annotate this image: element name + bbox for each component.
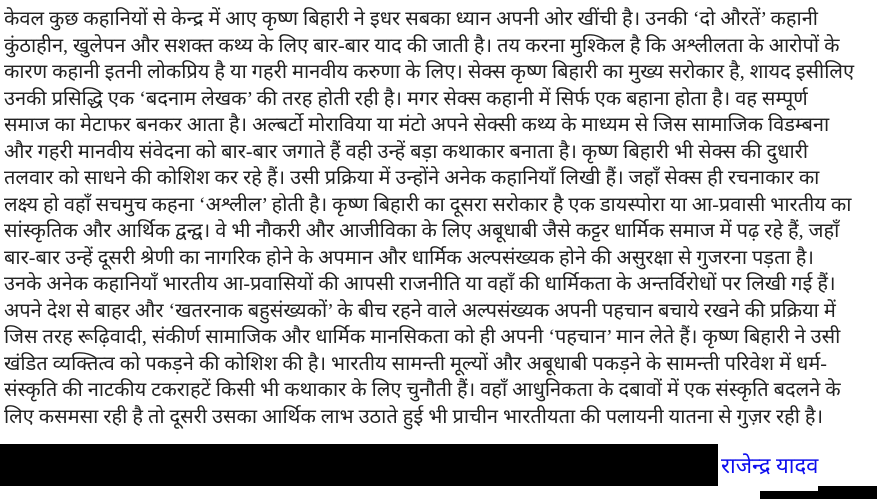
- article-text-block: [4, 6, 877, 430]
- text-line: लिए कसमसा रही है तो दूसरी उसका आर्थिक लाभ उठाते हुई भी प्राचीन भारतीयता की पलायनी यातना से गुज़र रही है।: [4, 405, 824, 428]
- author-name: राजेन्द्र यादव: [721, 453, 819, 478]
- text-line: कारण कहानी इतनी लोकप्रिय है या गहरी मानवीय करुणा के लिए। सेक्स कृष्ण बिहारी का मुख्य सरोकार है, शायद इसीलिए: [4, 61, 855, 83]
- text-line: संस्कृति की नाटकीय टकराहटें किसी भी कथाकार के लिए चुनौती हैं। वहाँ आधुनिकता के दबावों में एक संस्कृति बदलने के: [4, 379, 841, 401]
- text-line: सांस्कृतिक और आर्थिक द्वन्द्व। वे भी नौकरी और आजीविका के लिए अबूधाबी जैसे कट्टर धार्मिक समाज में पढ़ रहे हैं, जहाँ: [4, 220, 840, 242]
- text-line: लक्ष्य हो वहाँ सचमुच कहना ‘अश्लील’ होती है। कृष्ण बिहारी का दूसरा सरोकार है एक डायस्पोरा या आ-प्रवासी भारतीय का: [4, 193, 852, 216]
- text-line: अपने देश से बाहर और ‘खतरनाक बहुसंख्यकों’ के बीच रहने वाले अल्पसंख्यक अपनी पहचान बचाये रखने की प्रक्रिया में: [4, 299, 836, 322]
- text-line: कुंठाहीन, खुलेपन और सशक्त कथ्य के लिए बार-बार याद की जाती है। तय करना मुश्किल है कि अश्लीलता के आरोपों के: [4, 34, 840, 57]
- text-line: तलवार को साधने की कोशिश कर रहे हैं। उसी प्रक्रिया में उन्होंने अनेक कहानियाँ लिखी हैं। जहाँ सेक्स ही रचनाकार का: [4, 167, 820, 189]
- text-line: और गहरी मानवीय संवेदना को बार-बार जगाते हैं वही उन्हें बड़ा कथाकार बनाता है। कृष्ण बिहारी भी सेक्स की दुधारी: [4, 140, 808, 163]
- text-line: जिस तरह रूढ़िवादी, संकीर्ण सामाजिक और धार्मिक मानसिकता को ही अपनी ‘पहचान’ मान लेते हैं। कृष्ण बिहारी ने उसी: [4, 326, 841, 348]
- text-line: खंडित व्यक्तित्व को पकड़ने की कोशिश की है। भारतीय सामन्ती मूल्यों और अबूधाबी पकड़ने के सामन्ती परिवेश में धर्म-: [4, 352, 827, 375]
- text-line: उनके अनेक कहानियाँ भारतीय आ-प्रवासियों की आपसी राजनीति या वहाँ की धार्मिकता के अन्तर्विरोधों पर लिखी गई हैं।: [4, 273, 836, 295]
- redaction-bar: [0, 444, 718, 486]
- text-line: उनकी प्रसिद्धि एक ‘बदनाम लेखक’ की तरह होती रही है। मगर सेक्स कहानी में सिर्फ एक बहाना होता है। वह सम्पूर्ण: [4, 87, 808, 110]
- redaction-mark-corner: [818, 486, 877, 499]
- redaction-mark-small: [760, 491, 818, 499]
- text-line: बार-बार उन्हें दूसरी श्रेणी का नागरिक होने के अपमान और धार्मिक अल्पसंख्यक होने की असुरक्षा से गुजरना पड़ता है।: [4, 246, 814, 269]
- text-line: समाज का मेटाफर बनकर आता है। अल्बर्टो मोराविया या मंटो अपने सेक्सी कथ्य के माध्यम से जिस सामाजिक विडम्बना: [4, 114, 830, 136]
- text-line: केवल कुछ कहानियों से केन्द्र में आए कृष्ण बिहारी ने इधर सबका ध्यान अपनी ओर खींची है। उनकी ‘दो औरतें’ कहानी: [4, 8, 818, 30]
